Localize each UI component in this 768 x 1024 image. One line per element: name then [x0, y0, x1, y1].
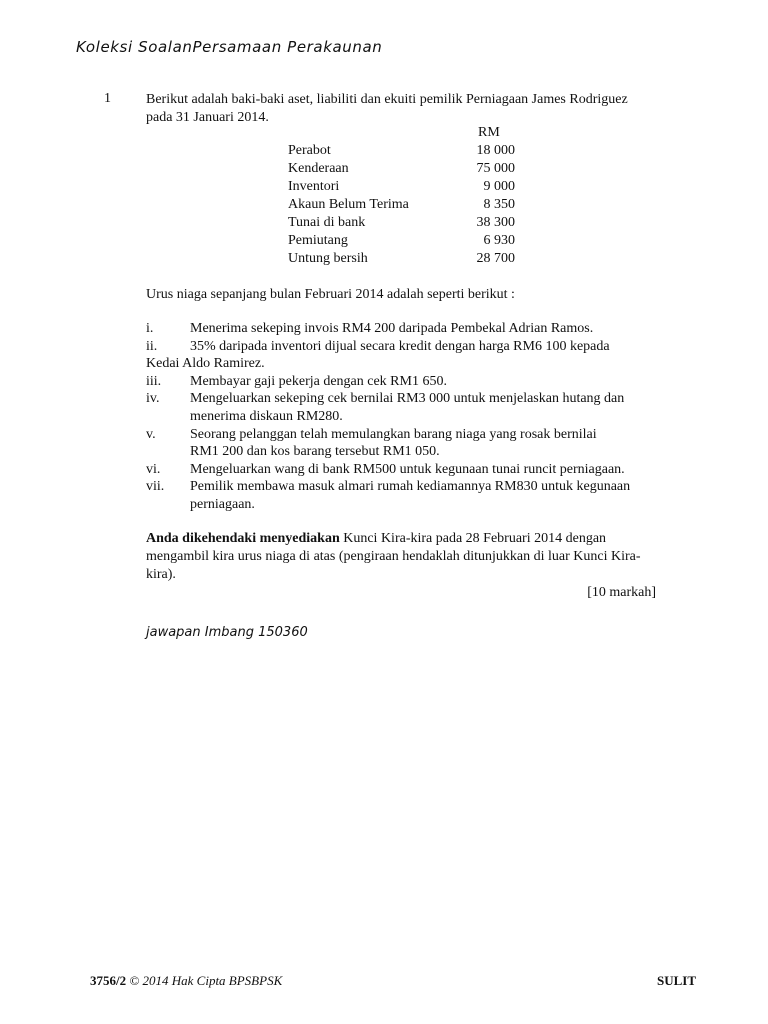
list-item [146, 338, 646, 373]
intro-line-2: pada 31 Januari 2014. [146, 110, 269, 125]
item-text: Pemilik membawa masuk almari rumah kediamannya RM830 untuk kegunaan [190, 479, 631, 495]
item-text: Membayar gaji pekerja dengan cek RM1 650. [190, 373, 447, 389]
transactions-intro: Urus niaga sepanjang bulan Februari 2014 adalah seperti berikut : [146, 287, 515, 302]
question-number: 1 [104, 91, 111, 106]
list-item [146, 320, 646, 338]
item-number: vii. [146, 479, 165, 495]
page-header-title: Koleksi SoalanPersamaan Perakaunan [76, 38, 383, 56]
item-text: 35% daripada inventori dijual secara kredit dengan harga RM6 100 kepada [190, 338, 610, 354]
balance-row [288, 197, 518, 215]
balance-row [288, 179, 518, 197]
instruction [146, 530, 656, 584]
classification-label: SULIT [656, 973, 696, 988]
balance-row [288, 161, 518, 179]
item-text: Mengeluarkan wang di bank RM500 untuk kegunaan tunai runcit perniagaan. [190, 461, 625, 477]
balance-item: Kenderaan [288, 161, 349, 176]
item-text-cont: menerima diskaun RM280. [190, 408, 343, 424]
balance-row [288, 233, 518, 251]
footer-copyright [90, 973, 282, 989]
paper-code: 3756/2 [90, 973, 127, 988]
answer-note: jawapan Imbang 150360 [146, 625, 308, 640]
item-number: ii. [146, 338, 158, 354]
intro-line-1: Berikut adalah baki-baki aset, liabiliti dan ekuiti pemilik Perniagaan James Rodriguez [146, 92, 628, 107]
item-number: iii. [146, 373, 162, 389]
item-number: vi. [146, 461, 161, 477]
balance-amount: 9 000 [483, 179, 515, 194]
item-text: Menerima sekeping invois RM4 200 daripada Pembekal Adrian Ramos. [190, 321, 594, 336]
balance-item: Untung bersih [288, 251, 368, 266]
balance-item: Akaun Belum Terima [288, 197, 409, 212]
balance-row [288, 251, 518, 269]
balance-amount: 38 300 [476, 215, 515, 230]
transactions-list [146, 320, 646, 514]
balance-amount: 75 000 [476, 161, 515, 176]
balance-amount: 28 700 [476, 251, 515, 266]
item-text: Seorang pelanggan telah memulangkan barang niaga yang rosak bernilai [190, 426, 597, 442]
item-number: v. [146, 426, 156, 442]
currency-header: RM [478, 125, 500, 140]
balance-item: Inventori [288, 179, 340, 194]
balance-item: Perabot [288, 143, 331, 158]
instruction-rest: Kunci Kira-kira pada 28 Februari 2014 dengan [339, 531, 607, 546]
list-item [146, 478, 646, 513]
instruction-line-3: kira). [146, 567, 176, 582]
item-text-cont: perniagaan. [190, 496, 255, 512]
item-text: Mengeluarkan sekeping cek bernilai RM3 000 untuk menjelaskan hutang dan [190, 391, 625, 407]
balance-amount: 6 930 [483, 233, 515, 248]
item-text-cont: Kedai Aldo Ramirez. [146, 356, 265, 372]
list-item [146, 461, 646, 479]
list-item [146, 426, 646, 461]
instruction-bold: Anda dikehendaki menyediakan [146, 531, 340, 546]
instruction-line-2: mengambil kira urus niaga di atas (pengiraan hendaklah ditunjukkan di luar Kunci Kira- [146, 549, 641, 564]
list-item [146, 373, 646, 391]
balance-item: Pemiutang [288, 233, 348, 248]
balance-item: Tunai di bank [288, 215, 366, 230]
balance-row [288, 215, 518, 233]
item-text-cont: RM1 200 dan kos barang tersebut RM1 050. [190, 444, 440, 460]
question-intro [146, 91, 646, 127]
instruction-line-1 [146, 530, 656, 548]
balance-amount: 18 000 [476, 143, 515, 158]
list-item [146, 390, 646, 425]
copyright-text: © 2014 Hak Cipta BPSBPSK [126, 973, 283, 988]
balance-row [288, 143, 518, 161]
item-number: i. [146, 321, 154, 336]
marks-label: [10 markah] [587, 585, 656, 600]
item-number: iv. [146, 391, 160, 407]
balance-amount: 8 350 [483, 197, 515, 212]
